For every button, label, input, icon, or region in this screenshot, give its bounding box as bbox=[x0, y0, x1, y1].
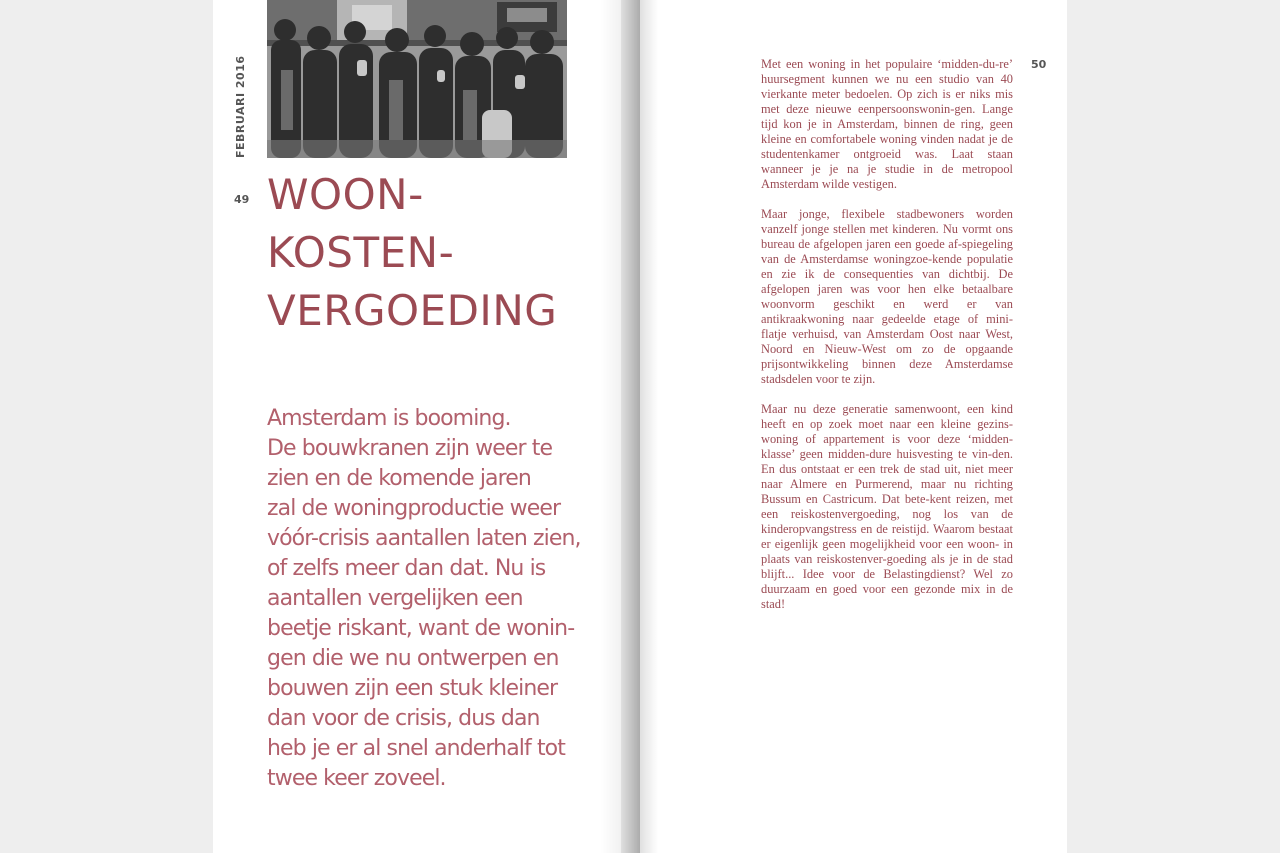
body-paragraph: Maar nu deze generatie samenwoont, een kind heeft en op zoek moet naar een kleine gezins-woning of appartement is voor deze ‘midden-klasse’ geen midden-dure huisvesting te vin-den. En dus ontstaat er een trek de stad uit, niet meer naar Almere en Purmerend, maar nu richting Bussum en Castricum. Dat bete-kent reizen, met een reiskostenvergoeding, nog los van de kinderopvangstress en de reistijd. Waarom bestaat er eigenlijk geen mogelijkheid voor een woon- in plaats van reiskostenver-goeding als je in de stad blijft... Idee voor de Belastingdienst? Wel zo duurzaam en goed voor een gezonde mix in de stad! bbox=[761, 402, 1013, 611]
title-line: KOSTEN- bbox=[267, 228, 455, 277]
lead-paragraph bbox=[267, 404, 587, 794]
crowd-photo bbox=[267, 0, 567, 158]
lead-line: zien en de komende jaren bbox=[267, 466, 531, 491]
lead-line: dan voor de crisis, dus dan bbox=[267, 706, 540, 731]
body-text-column bbox=[761, 57, 1013, 627]
lead-line: of zelfs meer dan dat. Nu is bbox=[267, 556, 546, 581]
issue-date: FEBRUARI 2016 bbox=[234, 55, 247, 158]
body-paragraph: Maar jonge, flexibele stadbewoners worden vanzelf jonge stellen met kinderen. Nu vormt ons bureau de afgelopen jaren een goede af-spiegeling van de Amsterdamse woningzoe-kende populatie en zie ik de consequenties van dichtbij. De afgelopen jaren was voor hen elke betaalbare woonvorm geschikt en werd er van antikraakwoning naar gedeelde etage of mini-flatje verhuisd, van Amsterdam Oost naar West, Noord en Nieuw-West om zo de opgaande prijsontwikkeling binnen deze Amsterdamse stadsdelen voor te zijn. bbox=[761, 207, 1013, 386]
crowd-photo-illustration bbox=[267, 0, 567, 158]
lead-line: bouwen zijn een stuk kleiner bbox=[267, 676, 558, 701]
title-line: VERGOEDING bbox=[267, 286, 558, 335]
body-paragraph: Met een woning in het populaire ‘midden-du-re’ huursegment kunnen we nu een studio van 40 vierkante meter bedoelen. Op zich is er niks mis met deze nieuwe eenpersoonswonin-gen. Lange tijd kon je in Amsterdam, binnen de ring, geen kleine en comfortabele woning vinden nadat je de studentenkamer ontgroeid was. Laat staan wanneer je je na je studie in de metropool Amsterdam wilde vestigen. bbox=[761, 57, 1013, 191]
lead-line: aantallen vergelijken een bbox=[267, 586, 523, 611]
book-gutter-shadow bbox=[600, 0, 640, 853]
page-number-right: 50 bbox=[1031, 58, 1047, 71]
article-title bbox=[267, 166, 557, 340]
lead-line: twee keer zoveel. bbox=[267, 766, 446, 791]
page-number-left: 49 bbox=[234, 193, 250, 206]
lead-line: vóór-crisis aantallen laten zien, bbox=[267, 526, 581, 551]
lead-line: gen die we nu ontwerpen en bbox=[267, 646, 559, 671]
lead-line: De bouwkranen zijn weer te bbox=[267, 436, 553, 461]
book-gutter-shadow-right bbox=[640, 0, 658, 853]
lead-line: beetje riskant, want de wonin- bbox=[267, 616, 575, 641]
lead-line: Amsterdam is booming. bbox=[267, 406, 511, 431]
title-line: WOON- bbox=[267, 170, 424, 219]
lead-line: zal de woningproductie weer bbox=[267, 496, 561, 521]
lead-line: heb je er al snel anderhalf tot bbox=[267, 736, 565, 761]
